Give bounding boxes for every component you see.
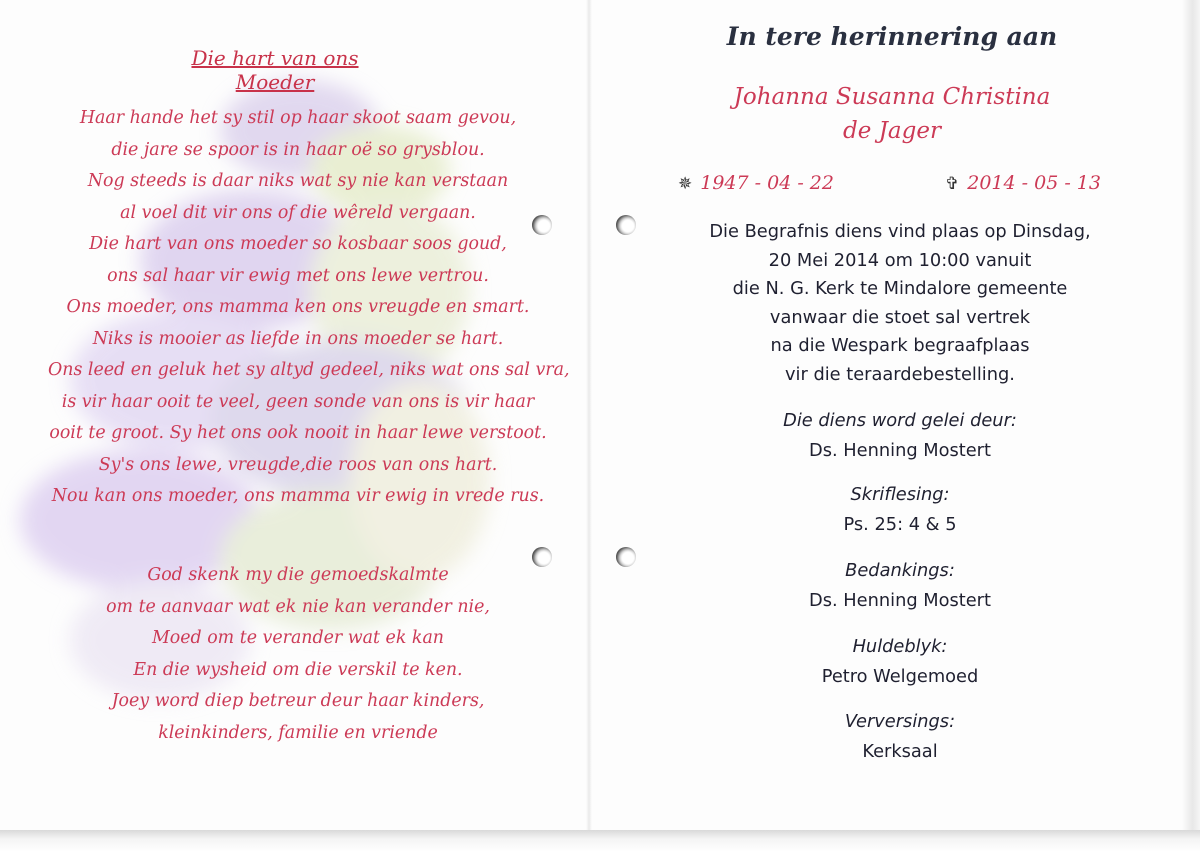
punch-hole-right-top (616, 215, 636, 235)
tribute-value: Petro Welgemoed (821, 666, 979, 687)
page-bottom-edge (0, 830, 1200, 852)
poem-line: Moed om te verander wat ek kan (151, 628, 445, 648)
thanks-value: Ds. Henning Mostert (809, 590, 991, 611)
officiant-name: Ds. Henning Mostert (809, 440, 991, 461)
tribute-label: Huldeblyk: (852, 636, 948, 657)
poem-line: ooit te groot. Sy het ons ook nooit in haar lewe verstoot. (49, 423, 547, 443)
thanks-block (660, 556, 1140, 616)
service-line: na die Wespark begraafplaas (770, 335, 1030, 357)
officiant-label: Die diens word gelei deur: (783, 410, 1017, 431)
poem-line: al voel dit vir ons of die wêreld vergaan. (120, 202, 476, 223)
birth-date (678, 172, 834, 195)
reading-block (660, 480, 1140, 540)
poem-line: Nou kan ons moeder, ons mamma vir ewig in vrede rus. (51, 486, 545, 506)
poem-stanza-2 (48, 560, 548, 749)
refreshments-value: Kerksaal (862, 741, 938, 762)
deceased-surname: de Jager (843, 118, 941, 144)
service-line: vir die teraardebestelling. (785, 363, 1015, 385)
deceased-given-names: Johanna Susanna Christina (733, 84, 1051, 110)
poem-line: En die wysheid om die verskil te ken. (133, 659, 463, 680)
poem-line: ons sal haar vir ewig met ons lewe vertrou. (107, 265, 489, 286)
reading-value: Ps. 25: 4 & 5 (843, 514, 957, 535)
poem-line: Joey word diep betreur deur haar kinders, (111, 691, 485, 711)
star-icon: ✵ (678, 174, 693, 194)
cross-icon: ✞ (945, 174, 960, 194)
refreshments-label: Verversings: (844, 711, 956, 732)
memorial-heading: In tere herinnering aan (726, 22, 1058, 51)
refreshments-block (660, 707, 1140, 767)
poem-line: Nog steeds is daar niks wat sy nie kan verstaan (87, 171, 509, 191)
thanks-label: Bedankings: (845, 560, 955, 581)
poem-line: Ons leed en geluk het sy altyd gedeel, niks wat ons sal vra, (48, 360, 570, 380)
officiant-block (660, 406, 1140, 466)
poem-line: die jare se spoor is in haar oë so grysblou. (111, 139, 485, 160)
reading-label: Skriflesing: (850, 484, 950, 505)
service-line: 20 Mei 2014 om 10:00 vanuit (768, 249, 1032, 271)
service-line: Die Begrafnis diens vind plaas op Dinsdag, (709, 221, 1091, 242)
poem-line: kleinkinders, familie en vriende (158, 722, 438, 743)
punch-hole-right-bottom (616, 547, 636, 567)
poem-line: Die hart van ons moeder so kosbaar soos goud, (89, 234, 507, 254)
tribute-block (660, 632, 1140, 692)
poem-stanza-1 (48, 103, 570, 513)
poem-line: God skenk my die gemoedskalmte (147, 565, 449, 585)
service-line: vanwaar die stoet sal vertrek (769, 306, 1031, 328)
page-fold (586, 0, 592, 836)
death-date-value: 2014 - 05 - 13 (967, 172, 1101, 194)
poem-line: is vir haar ooit te veel, geen sonde van ons is vir haar (61, 391, 535, 412)
service-line: die N. G. Kerk te Mindalore gemeente (732, 278, 1068, 300)
poem-line: Haar hande het sy stil op haar skoot saam gevou, (79, 108, 517, 128)
poem-title: Die hart van ons Moeder (191, 46, 359, 94)
funeral-service-details (660, 218, 1140, 390)
poem-line: Niks is mooier as liefde in ons moeder se hart. (92, 328, 504, 349)
birth-date-value: 1947 - 04 - 22 (700, 172, 834, 194)
poem-line: Sy's ons lewe, vreugde,die roos van ons hart. (98, 454, 498, 475)
poem-line: Ons moeder, ons mamma ken ons vreugde en smart. (66, 297, 530, 317)
death-date (945, 172, 1101, 195)
poem-line: om te aanvaar wat ek nie kan verander nie, (106, 596, 490, 617)
page-right-edge (1182, 0, 1200, 852)
